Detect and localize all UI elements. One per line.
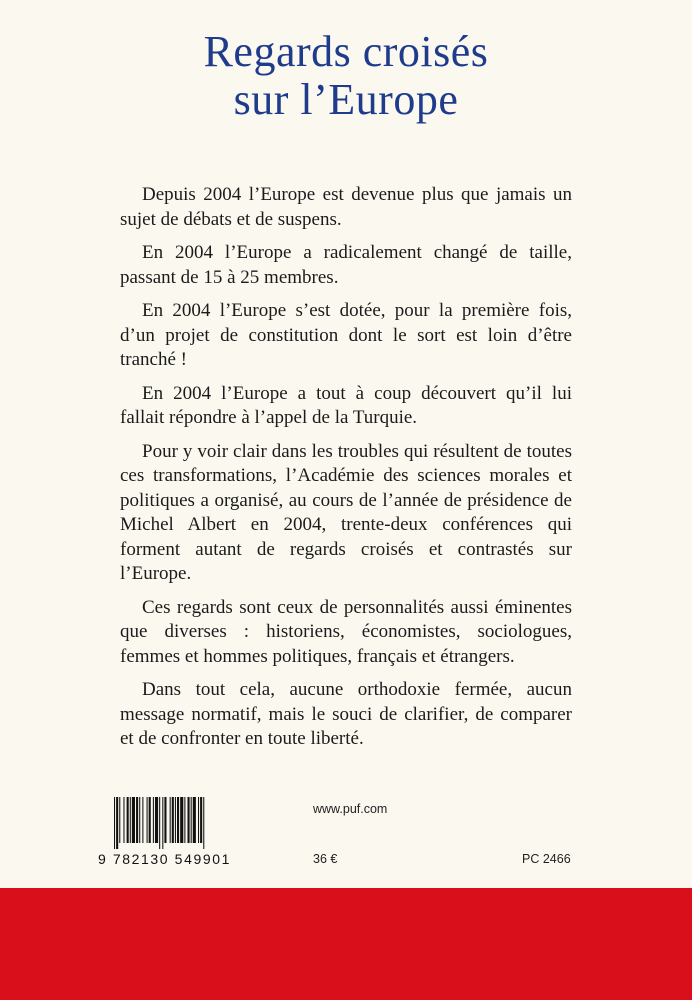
title-line-2: sur l’Europe <box>233 75 459 124</box>
title-line-1: Regards croisés <box>203 27 489 76</box>
isbn-number: 9 782130 549901 <box>98 851 231 867</box>
product-code: PC 2466 <box>522 852 571 866</box>
paragraph: Depuis 2004 l’Europe est devenue plus que jamais un sujet de débats et de suspens. <box>120 184 572 230</box>
paragraph: En 2004 l’Europe a tout à coup découvert qu’il lui fallait répondre à l’appel de la Turquie. <box>120 382 572 428</box>
red-band <box>0 888 692 1000</box>
paragraph: En 2004 l’Europe s’est dotée, pour la première fois, d’un projet de constitution dont le sort est loin d’être tranché ! <box>120 300 572 370</box>
paragraph: Dans tout cela, aucune orthodoxie fermée, aucun message normatif, mais le souci de clarifier, de comparer et de confronter en toute liberté. <box>120 679 572 749</box>
paragraph: Ces regards sont ceux de personnalités aussi éminentes que diverses : historiens, économistes, sociologues, femmes et hommes politiques, français et étrangers. <box>120 596 572 667</box>
barcode-icon <box>114 797 240 849</box>
publisher-website: www.puf.com <box>313 802 388 816</box>
book-title <box>0 28 692 124</box>
paragraph: Pour y voir clair dans les troubles qui résultent de toutes ces transformations, l’Académie des sciences morales et politiques a organisé, au cours de l’année de présidence de Michel Albert en 2004, trente-deux conférences qui forment autant de regards croisés et contrastés sur l’Europe. <box>120 440 572 584</box>
paragraph: En 2004 l’Europe a radicalement changé de taille, passant de 15 à 25 membres. <box>120 242 572 288</box>
back-cover-text <box>120 183 572 761</box>
price: 36 € <box>313 852 338 866</box>
